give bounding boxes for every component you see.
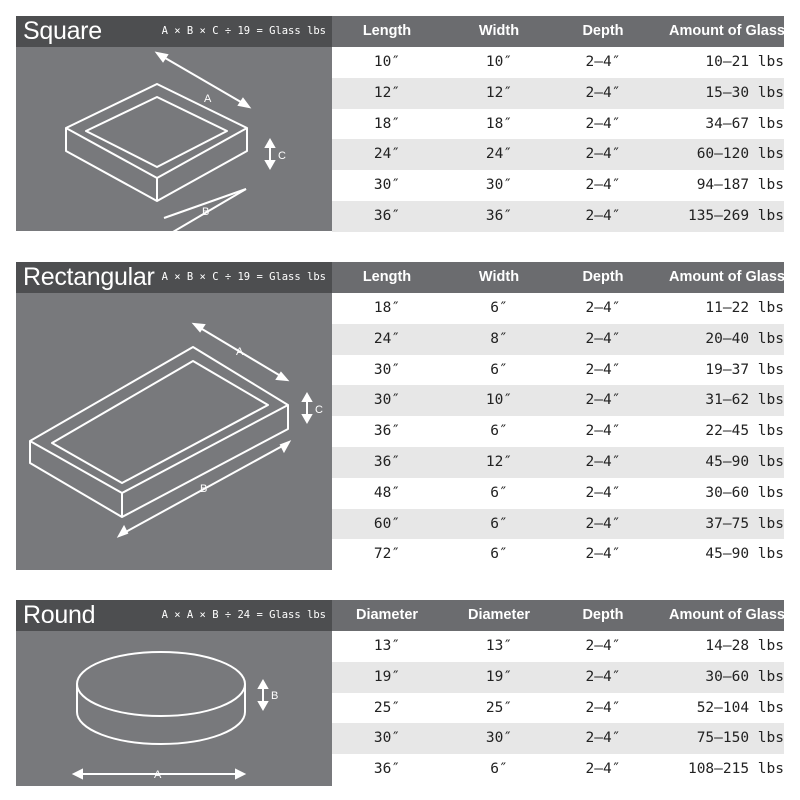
length-cell: 30″ <box>373 361 401 378</box>
depth-cell: 2–4″ <box>585 668 621 685</box>
width-cell: 30″ <box>485 177 513 194</box>
width-cell: 12″ <box>485 453 513 470</box>
round-header-amount: Amount of Glass <box>668 607 785 623</box>
rectangular-label-a: A <box>236 346 244 358</box>
square-section <box>16 16 784 231</box>
square-title-bar <box>16 16 332 47</box>
depth-cell: 2–4″ <box>585 423 621 440</box>
square-label-b: B <box>202 206 210 218</box>
amount-cell: 108–215 lbs <box>687 761 784 778</box>
depth-cell: 2–4″ <box>585 300 621 316</box>
amount-cell: 20–40 lbs <box>705 330 784 347</box>
width-cell: 24″ <box>485 146 513 163</box>
amount-cell: 14–28 lbs <box>705 638 784 654</box>
round-cylinder-illustration <box>16 631 332 786</box>
amount-cell: 15–30 lbs <box>705 84 784 101</box>
table-row <box>332 693 784 724</box>
depth-cell: 2–4″ <box>585 177 621 194</box>
diameter-cell: 19″ <box>373 668 401 685</box>
amount-cell: 10–21 lbs <box>705 54 784 70</box>
amount-cell: 60–120 lbs <box>696 146 784 163</box>
length-cell: 18″ <box>373 300 401 316</box>
diameter-cell: 36″ <box>373 761 401 778</box>
depth-cell: 2–4″ <box>585 515 621 532</box>
width-cell: 6″ <box>490 515 508 532</box>
diameter-cell: 19″ <box>485 668 513 685</box>
rectangular-title-bar <box>16 262 332 293</box>
round-formula: A × A × B ÷ 24 = Glass lbs <box>161 609 326 621</box>
rectangular-label-b: B <box>200 483 208 495</box>
length-cell: 72″ <box>373 546 401 563</box>
rectangular-title: Rectangular <box>23 263 155 291</box>
square-box-illustration <box>16 47 332 231</box>
amount-cell: 30–60 lbs <box>705 484 784 501</box>
depth-cell: 2–4″ <box>585 546 621 563</box>
width-cell: 6″ <box>490 546 508 563</box>
length-cell: 36″ <box>373 453 401 470</box>
length-cell: 30″ <box>373 177 401 194</box>
width-cell: 6″ <box>490 300 508 316</box>
width-cell: 36″ <box>485 207 513 224</box>
table-row <box>332 447 784 478</box>
diameter-cell: 13″ <box>373 638 401 654</box>
width-cell: 6″ <box>490 361 508 378</box>
square-title: Square <box>23 17 102 45</box>
diameter-cell: 25″ <box>373 699 401 716</box>
amount-cell: 52–104 lbs <box>696 699 784 716</box>
table-row <box>332 509 784 540</box>
square-label-c: C <box>278 150 286 162</box>
table-row <box>332 539 784 570</box>
rectangular-section <box>16 262 784 570</box>
square-diagram <box>16 47 332 231</box>
depth-cell: 2–4″ <box>585 699 621 716</box>
round-title-bar <box>16 600 332 631</box>
diameter-cell: 6″ <box>490 761 508 778</box>
width-cell: 6″ <box>490 423 508 440</box>
round-table-header <box>332 600 784 631</box>
square-formula: A × B × C ÷ 19 = Glass lbs <box>161 25 326 37</box>
round-header-depth: Depth <box>582 607 624 623</box>
diameter-cell: 30″ <box>485 730 513 747</box>
depth-cell: 2–4″ <box>585 330 621 347</box>
diameter-cell: 30″ <box>373 730 401 747</box>
table-row <box>332 293 784 324</box>
square-header-amount: Amount of Glass <box>668 23 785 39</box>
depth-cell: 2–4″ <box>585 638 621 654</box>
diameter-cell: 25″ <box>485 699 513 716</box>
length-cell: 36″ <box>373 423 401 440</box>
rectangular-header-width: Width <box>478 269 520 285</box>
table-row <box>332 385 784 416</box>
length-cell: 18″ <box>373 115 401 132</box>
depth-cell: 2–4″ <box>585 453 621 470</box>
table-row <box>332 139 784 170</box>
table-row <box>332 170 784 201</box>
amount-cell: 94–187 lbs <box>696 177 784 194</box>
rectangular-header-amount: Amount of Glass <box>668 269 785 285</box>
width-cell: 6″ <box>490 484 508 501</box>
amount-cell: 22–45 lbs <box>705 423 784 440</box>
width-cell: 18″ <box>485 115 513 132</box>
rectangular-diagram <box>16 293 332 570</box>
rectangular-box-illustration <box>16 293 332 570</box>
table-row <box>332 754 784 785</box>
table-row <box>332 723 784 754</box>
amount-cell: 135–269 lbs <box>687 207 784 224</box>
depth-cell: 2–4″ <box>585 361 621 378</box>
length-cell: 30″ <box>373 392 401 409</box>
depth-cell: 2–4″ <box>585 84 621 101</box>
round-section <box>16 600 784 786</box>
length-cell: 24″ <box>373 146 401 163</box>
round-header-diameter-2: Diameter <box>467 607 531 623</box>
length-cell: 48″ <box>373 484 401 501</box>
depth-cell: 2–4″ <box>585 146 621 163</box>
table-row <box>332 355 784 386</box>
length-cell: 10″ <box>373 54 401 70</box>
table-row <box>332 47 784 78</box>
depth-cell: 2–4″ <box>585 54 621 70</box>
depth-cell: 2–4″ <box>585 761 621 778</box>
round-diagram <box>16 631 332 786</box>
amount-cell: 30–60 lbs <box>705 668 784 685</box>
square-table-header <box>332 16 784 47</box>
length-cell: 12″ <box>373 84 401 101</box>
round-title: Round <box>23 601 96 629</box>
round-header-diameter: Diameter <box>355 607 419 623</box>
diameter-cell: 13″ <box>485 638 513 654</box>
table-row <box>332 201 784 232</box>
rectangular-header-depth: Depth <box>582 269 624 285</box>
square-table-body <box>332 47 784 232</box>
amount-cell: 37–75 lbs <box>705 515 784 532</box>
length-cell: 24″ <box>373 330 401 347</box>
round-label-a: A <box>154 769 162 781</box>
square-label-a: A <box>204 93 212 105</box>
rectangular-formula: A × B × C ÷ 19 = Glass lbs <box>161 271 326 283</box>
table-row <box>332 109 784 140</box>
depth-cell: 2–4″ <box>585 730 621 747</box>
rectangular-label-c: C <box>315 404 323 416</box>
table-row <box>332 324 784 355</box>
amount-cell: 45–90 lbs <box>705 546 784 563</box>
amount-cell: 31–62 lbs <box>705 392 784 409</box>
table-row <box>332 416 784 447</box>
round-label-b: B <box>271 690 279 702</box>
amount-cell: 19–37 lbs <box>705 361 784 378</box>
table-row <box>332 78 784 109</box>
table-row <box>332 631 784 662</box>
rectangular-table-header <box>332 262 784 293</box>
width-cell: 12″ <box>485 84 513 101</box>
length-cell: 60″ <box>373 515 401 532</box>
depth-cell: 2–4″ <box>585 115 621 132</box>
width-cell: 8″ <box>490 330 508 347</box>
rectangular-table-body <box>332 293 784 570</box>
width-cell: 10″ <box>485 392 513 409</box>
depth-cell: 2–4″ <box>585 207 621 224</box>
amount-cell: 45–90 lbs <box>705 453 784 470</box>
square-header-depth: Depth <box>582 23 624 39</box>
width-cell: 10″ <box>485 54 513 70</box>
square-header-length: Length <box>362 23 412 39</box>
table-row <box>332 478 784 509</box>
square-header-width: Width <box>478 23 520 39</box>
depth-cell: 2–4″ <box>585 484 621 501</box>
amount-cell: 75–150 lbs <box>696 730 784 747</box>
amount-cell: 34–67 lbs <box>705 115 784 132</box>
length-cell: 36″ <box>373 207 401 224</box>
depth-cell: 2–4″ <box>585 392 621 409</box>
amount-cell: 11–22 lbs <box>705 300 784 316</box>
round-table-body <box>332 631 784 785</box>
table-row <box>332 662 784 693</box>
rectangular-header-length: Length <box>362 269 412 285</box>
